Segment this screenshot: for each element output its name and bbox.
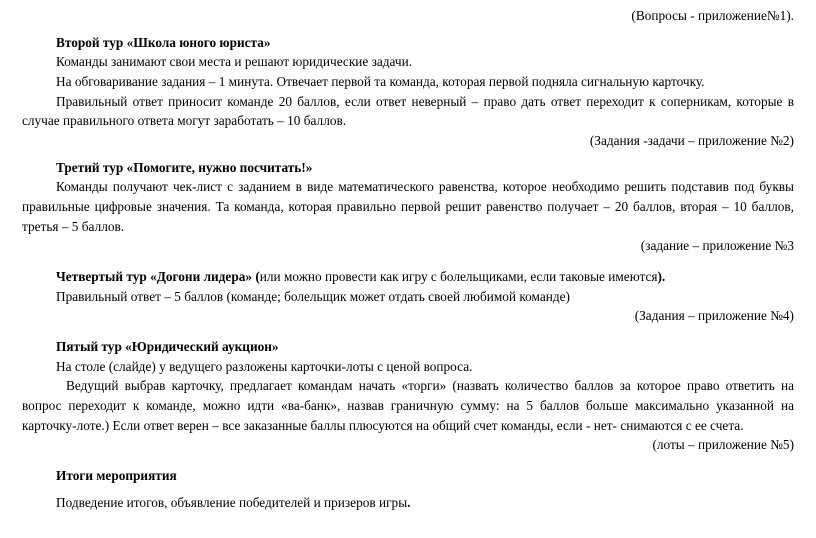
spacer <box>22 26 794 33</box>
results-heading-text: Итоги мероприятия <box>56 468 177 484</box>
tour2-line3: Правильный ответ приносит команде 20 баллов, если ответ неверный – право дать ответ переходит к соперникам, которые в случае правильного ответа могут заработать – 10 баллов. <box>22 93 794 129</box>
spacer <box>22 256 794 267</box>
results-heading <box>22 466 794 486</box>
tour2-line2: На обговаривание задания – 1 минута. Отвечает первой та команда, которая первой подняла сигнальную карточку. <box>56 74 705 90</box>
tour5-appendix: (лоты – приложение №5) <box>652 437 794 453</box>
tour4-heading <box>22 267 794 287</box>
tour4-heading-rest: или можно провести как игру с болельщиками, если таковые имеются <box>259 269 658 285</box>
tour5-heading <box>22 337 794 357</box>
tour4-line1: Правильный ответ – 5 баллов (команде; болельщик может отдать своей любимой команде) <box>56 288 570 304</box>
tour4-heading-tail: ). <box>657 269 666 285</box>
tour2-appendix: (Задания -задачи – приложение №2) <box>589 133 794 149</box>
spacer <box>22 455 794 466</box>
results-line1 <box>22 493 794 513</box>
tour5-heading-text: Пятый тур «Юридический аукцион» <box>56 339 279 355</box>
tour3-heading-text: Третий тур «Помогите, нужно посчитать!» <box>56 159 313 175</box>
tour4-heading-lead: Четвертый тур «Догони лидера» ( <box>56 269 260 285</box>
tour4-appendix: (Задания – приложение №4) <box>634 308 794 324</box>
results-line1-tail: . <box>407 494 411 510</box>
spacer <box>22 326 794 337</box>
tour5-line1: На столе (слайде) у ведущего разложены карточки-лоты с ценой вопроса. <box>56 358 473 374</box>
tour2-heading <box>22 33 794 53</box>
tour3-appendix: (задание – приложение №3 <box>640 238 794 254</box>
header-note: (Вопросы - приложение№1). <box>631 8 794 23</box>
tour5-line2: Ведущий выбрав карточку, предлагает командам начать «торги» (назвать количество баллов за которое право ответить на вопрос переходит к команде, можно идти «ва-банк», назвав граничную сумму: на 5 баллов больше максимально указанной на карточку-лоте.) Если ответ верен – все заказанные баллы плюсуются на общий счет команды, если - нет- снимаются с ее счета. <box>22 378 794 433</box>
spacer <box>22 486 794 493</box>
results-line1-lead: Подведение итогов, объявление победителей и призеров игры <box>56 494 408 510</box>
spacer <box>22 151 794 158</box>
tour2-heading-text: Второй тур «Школа юного юриста» <box>56 34 271 50</box>
tour3-line1: Команды получают чек-лист с заданием в виде математического равенства, которое необходимо решить подставив под буквы правильные цифровые значения. Та команда, которая правильно первой решит равенство получает – 20 баллов, вторая – 10 баллов, третья – 5 баллов. <box>22 179 794 234</box>
tour3-heading <box>22 158 794 178</box>
tour2-line1: Команды занимают свои места и решают юридические задачи. <box>56 54 413 70</box>
